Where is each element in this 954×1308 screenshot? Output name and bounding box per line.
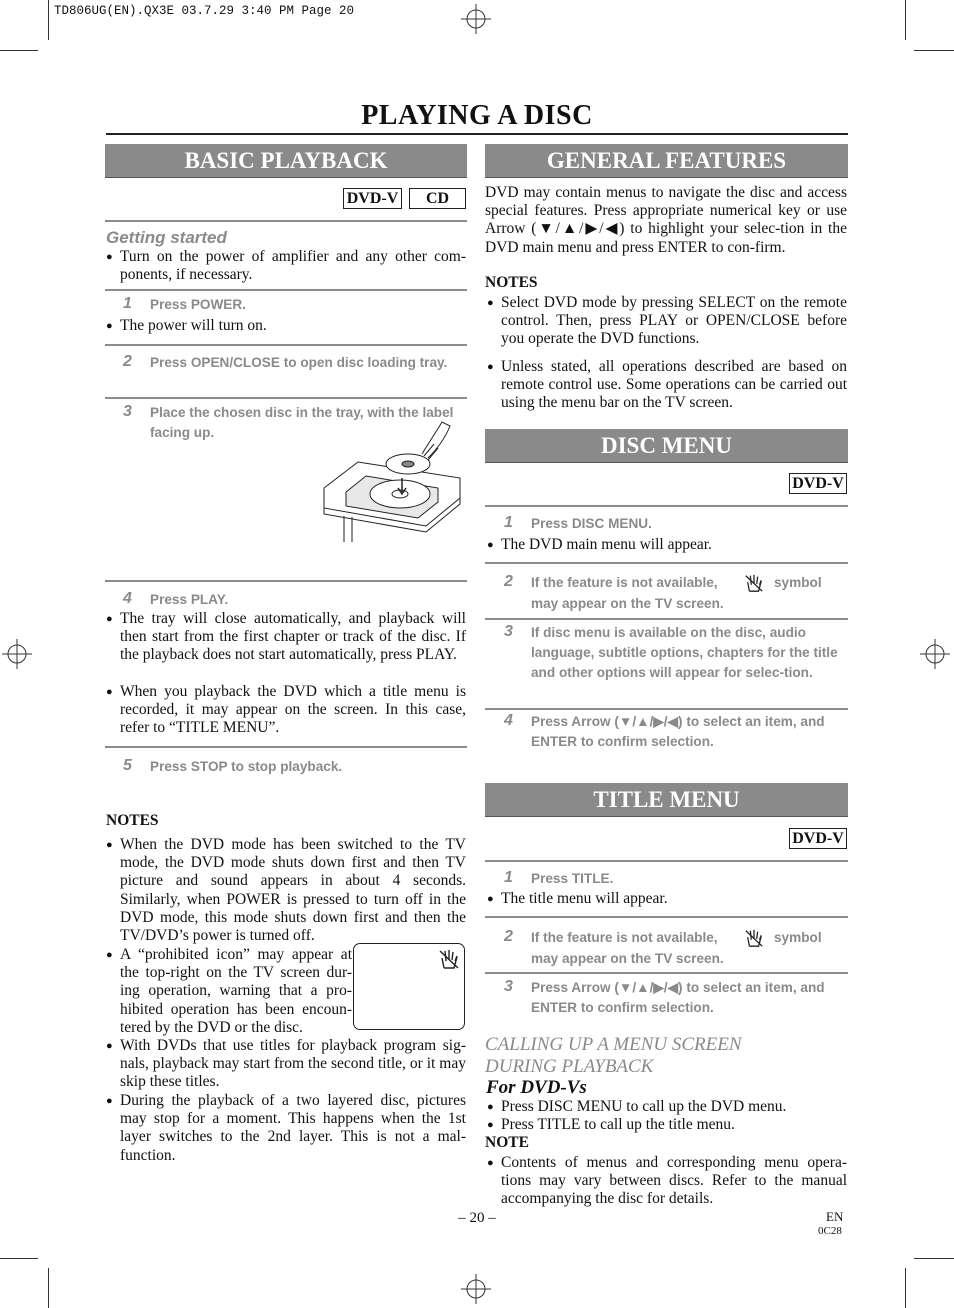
crop-mark — [48, 0, 49, 40]
step-rule — [485, 618, 848, 620]
step-rule — [105, 580, 467, 582]
list-item: ● Unless stated, all operations described are based on remote control use. Some operations can be carried out using the menu bar on the TV screen. — [487, 358, 847, 412]
list-item: ● The title menu will appear. — [487, 890, 668, 907]
registration-mark-icon — [461, 1274, 491, 1304]
crop-mark — [914, 50, 954, 51]
notes-heading: NOTES — [485, 274, 538, 291]
list-item: ● Press TITLE to call up the title menu. — [487, 1116, 735, 1133]
calling-heading-line-2: DURING PLAYBACK — [485, 1056, 654, 1077]
list-item: ● When you playback the DVD which a title menu is recorded, it may appear on the screen. In this case, refer to “TITLE MENU”. — [106, 683, 466, 737]
prohibited-hand-icon — [438, 948, 460, 970]
tv-screen-illustration — [353, 943, 465, 1030]
step-rule — [105, 397, 467, 399]
step-rule — [105, 344, 467, 346]
step-1: 1 Press POWER. — [123, 295, 246, 312]
step-rule — [105, 289, 467, 291]
crop-mark — [905, 0, 906, 40]
step-4: 4 Press PLAY. — [123, 590, 229, 607]
list-item: ● The power will turn on. — [106, 317, 267, 334]
step-rule — [485, 972, 848, 974]
list-item: ● When the DVD mode has been switched to the TV mode, the DVD mode shuts down first and then TV picture and sound appears in about 4 seconds. Similarly, when POWER is pressed to turn off in the DVD mode, this mode shuts down first and then the TV/DVD’s power is turned off. — [106, 836, 466, 945]
document-code: 0C28 — [818, 1225, 842, 1237]
registration-mark-icon — [2, 639, 32, 669]
list-item: ● Contents of menus and corresponding menu opera-tions may vary between discs. Refer to the manual accompanying the disc for details. — [487, 1154, 847, 1208]
section-heading-disc-menu: DISC MENU — [485, 429, 848, 463]
step-rule — [485, 708, 848, 710]
tag-cd: CD — [409, 188, 466, 209]
registration-mark-icon — [920, 639, 950, 669]
title-menu-step-1: 1 Press TITLE. — [504, 869, 614, 886]
section-heading-title-menu: TITLE MENU — [485, 783, 848, 817]
step-rule — [485, 916, 848, 918]
list-item: ● The tray will close automatically, and playback will then start from the first chapter or track of the disc. If the playback does not start automatically, press PLAY. — [106, 610, 466, 664]
page-title: PLAYING A DISC — [361, 100, 593, 131]
disc-menu-step-2: 2 If the feature is not available, symbol may appear on the TV screen. — [504, 573, 822, 611]
language-code: EN — [826, 1209, 844, 1224]
tag-dvd-v: DVD-V — [789, 828, 847, 849]
section-heading-general-features: GENERAL FEATURES — [485, 144, 848, 178]
list-item: ● During the playback of a two layered disc, pictures may stop for a moment. This happens when the 1st layer switches to the 2nd layer. This is not a mal-function. — [106, 1092, 466, 1164]
section-heading-basic-playback: BASIC PLAYBACK — [105, 144, 467, 178]
registration-mark-icon — [461, 4, 491, 34]
crop-mark — [0, 50, 38, 51]
getting-started-heading: Getting started — [106, 228, 227, 247]
print-header: TD806UG(EN).QX3E 03.7.29 3:40 PM Page 20 — [54, 4, 355, 18]
step-5: 5 Press STOP to stop playback. — [123, 757, 343, 774]
step-2: 2 Press OPEN/CLOSE to open disc loading tray. — [123, 353, 448, 370]
crop-mark — [0, 1258, 38, 1259]
list-item: ● Press DISC MENU to call up the DVD menu. — [487, 1098, 787, 1115]
section-rule — [485, 860, 848, 862]
step-rule — [105, 746, 467, 748]
calling-heading-line-1: CALLING UP A MENU SCREEN — [485, 1034, 742, 1055]
crop-mark — [48, 1268, 49, 1308]
step-3: 3 Place the chosen disc in the tray, with the label facing up. — [123, 403, 454, 440]
note-heading: NOTE — [485, 1134, 529, 1151]
notes-heading: NOTES — [106, 812, 159, 829]
general-intro: DVD may contain menus to navigate the disc and access special features. Press appropriate numerical key or use Arrow (▼/▲/▶/◀) to highlight your selec-tion in the DVD main menu and press ENTER to con-firm. — [485, 184, 847, 256]
disc-menu-step-1: 1 Press DISC MENU. — [504, 514, 652, 531]
title-menu-step-3: 3 Press Arrow (▼/▲/▶/◀) to select an item, and ENTER to confirm selection. — [504, 978, 825, 1015]
title-menu-step-2: 2 If the feature is not available, symbol may appear on the TV screen. — [504, 928, 822, 966]
list-item: ● Select DVD mode by pressing SELECT on the remote control. Then, press PLAY or OPEN/CLOSE before you operate the DVD functions. — [487, 294, 847, 348]
calling-subheading: For DVD-Vs — [486, 1077, 587, 1098]
list-item: ● With DVDs that use titles for playback program sig-nals, playback may start from the second title, or it may skip these titles. — [106, 1037, 466, 1091]
prohibited-hand-icon — [744, 573, 764, 593]
list-item: ● The DVD main menu will appear. — [487, 536, 712, 553]
crop-mark — [905, 1268, 906, 1308]
prohibited-hand-icon — [744, 928, 764, 948]
section-rule — [105, 220, 467, 222]
page-number: – 20 – — [458, 1210, 496, 1226]
disc-tray-illustration — [318, 418, 464, 542]
tag-dvd-v: DVD-V — [343, 188, 402, 209]
section-rule — [485, 505, 848, 507]
disc-menu-step-4: 4 Press Arrow (▼/▲/▶/◀) to select an item, and ENTER to confirm selection. — [504, 712, 825, 749]
crop-mark — [914, 1258, 954, 1259]
disc-menu-step-3: 3 If disc menu is available on the disc, audio language, subtitle options, chapters for the title and other options will appear for selec-tion. — [504, 623, 838, 680]
list-item: ● Turn on the power of amplifier and any other com-ponents, if necessary. — [106, 248, 466, 284]
step-rule — [485, 562, 848, 564]
title-rule — [106, 133, 848, 135]
list-item: ● A “prohibited icon” may appear at the top-right on the TV screen dur-ing operation, warning that a pro-hibited operation has been encoun-tered by the DVD or the disc. — [106, 946, 352, 1036]
tag-dvd-v: DVD-V — [789, 473, 847, 494]
